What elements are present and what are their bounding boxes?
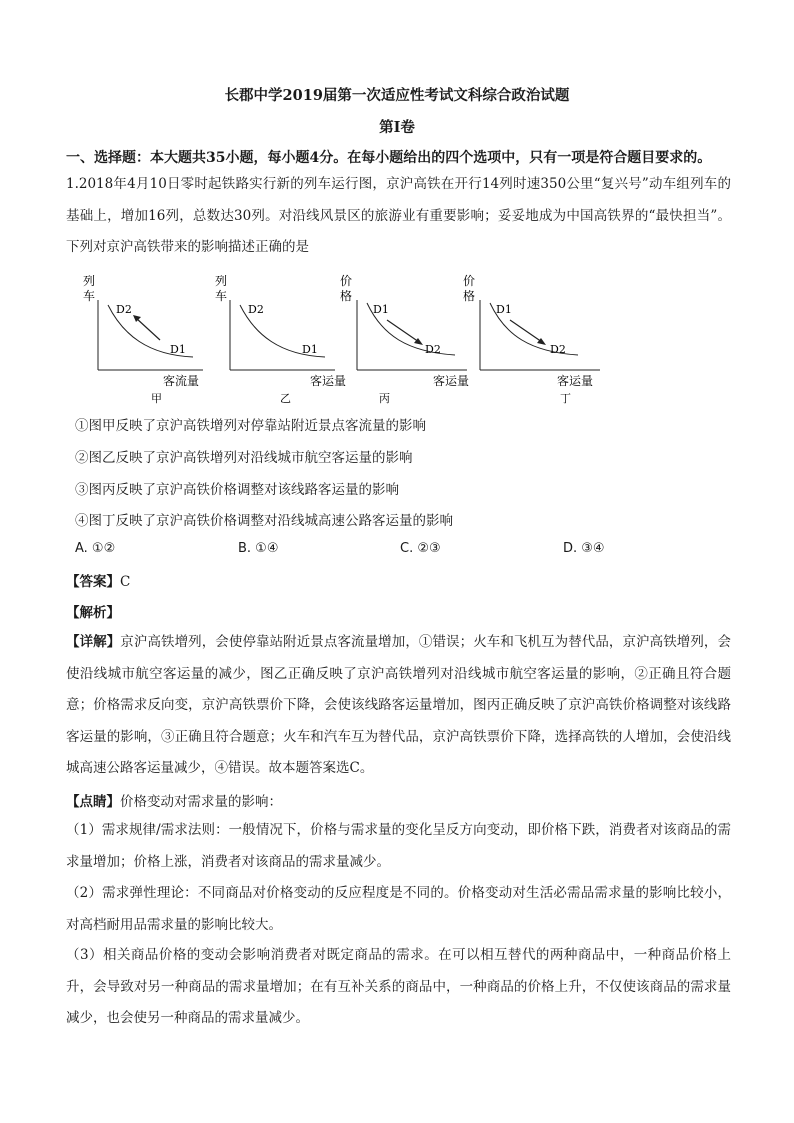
graph-caption: 甲 [151, 392, 162, 405]
graph-caption: 丁 [560, 392, 571, 405]
detail-paragraph [66, 627, 731, 785]
graph-ylabel-top: 价 [463, 274, 476, 288]
tips-label: 【点睛】 [66, 794, 120, 810]
graph-xlabel: 客运量 [557, 374, 594, 388]
graph-xlabel: 客运量 [310, 374, 347, 388]
graph-caption: 丙 [379, 392, 390, 405]
question-stem: 1.2018年4月10日零时起铁路实行新的列车运行图，京沪高铁在开行14列时速350公里“复兴号”动车组列车的基础上，增加16列，总数达30列。对沿线风景区的旅游业有重要影响；妥妥地成为中国高铁界的“最快担当”。下列对京沪高铁带来的影响描述正确的是 [66, 176, 731, 255]
choice-c[interactable]: C. ②③ [400, 541, 441, 556]
graph-ylabel-bottom: 车 [83, 289, 96, 303]
choice-a[interactable]: A. ①② [75, 541, 116, 556]
curve-label-lower: D1 [302, 343, 318, 356]
shift-arrow [136, 318, 160, 340]
section-heading: 一、选择题：本大题共35小题，每小题4分。在每小题给出的四个选项中，只有一项是符合题目要求的。 [66, 150, 712, 166]
shift-arrow [387, 320, 419, 342]
statement-4: ④图丁反映了京沪高铁价格调整对沿线城高速公路客运量的影响 [75, 513, 453, 529]
curve-label-upper: D1 [373, 303, 389, 316]
curve-label-lower: D2 [550, 343, 566, 356]
answer-value: C [120, 574, 131, 590]
graph-ylabel-bottom: 车 [215, 289, 228, 303]
shift-arrow [510, 320, 542, 342]
graph-xlabel: 客流量 [163, 374, 200, 388]
detail-label: 【详解】 [66, 634, 121, 650]
answer-label: 【答案】 [66, 574, 120, 590]
graph-ylabel-top: 价 [340, 274, 353, 288]
graph-bing [337, 270, 477, 405]
tips-line [66, 790, 282, 810]
curve-label-upper: D2 [116, 303, 132, 316]
statement-3: ③图丙反映了京沪高铁价格调整对该线路客运量的影响 [75, 482, 399, 498]
analysis-label: 【解析】 [66, 605, 120, 621]
graph-ylabel-top: 列 [83, 274, 96, 288]
curve-label-lower: D2 [425, 343, 441, 356]
graph-ylabel-bottom: 格 [463, 289, 476, 303]
curve-label-upper: D1 [496, 303, 512, 316]
answer-line [66, 570, 130, 590]
curve-label-lower: D1 [170, 343, 186, 356]
tips-heading: 价格变动对需求量的影响： [120, 794, 282, 810]
statement-1: ①图甲反映了京沪高铁增列对停靠站附近景点客流量的影响 [75, 418, 426, 434]
volume-heading: 第Ⅰ卷 [379, 119, 415, 136]
exam-title: 长郡中学2019届第一次适应性考试文科综合政治试题 [224, 87, 570, 104]
graph-xlabel: 客运量 [433, 374, 470, 388]
tip-item-2: （2）需求弹性理论：不同商品对价格变动的反应程度是不同的。价格变动对生活必需品需求量的影响比较小，对高档耐用品需求量的影响比较大。 [66, 885, 731, 933]
graph-yi [210, 270, 347, 405]
choice-d[interactable]: D. ③④ [563, 541, 605, 556]
detail-text: 京沪高铁增列，会使停靠站附近景点客流量增加，①错误；火车和飞机互为替代品，京沪高铁增列，会使沿线城市航空客运量的减少，图乙正确反映了京沪高铁增列对沿线城市航空客运量的影响，②正确且符合题意；价格需求反向变，京沪高铁票价下降，会使该线路客运量增加，图丙正确反映了京沪高铁价格调整对该线路客运量的影响，③正确且符合题意；火车和汽车互为替代品，京沪高铁票价下降，选择高铁的人增加，会使沿线城高速公路客运量减少，④错误。故本题答案选C。 [66, 634, 732, 776]
graph-caption: 乙 [280, 392, 291, 405]
graph-ylabel-bottom: 格 [340, 289, 353, 303]
statement-2: ②图乙反映了京沪高铁增列对沿线城市航空客运量的影响 [75, 450, 413, 466]
tip-item-3: （3）相关商品价格的变动会影响消费者对既定商品的需求。在可以相互替代的两种商品中，一种商品价格上升，会导致对另一种商品的需求量增加；在有互补关系的商品中，一种商品的价格上升，不仅使该商品的需求量减少，也会使另一种商品的需求量减少。 [66, 947, 731, 1026]
tip-item-1: （1）需求规律/需求法则：一般情况下，价格与需求量的变化呈反方向变动，即价格下跌，消费者对该商品的需求量增加；价格上涨，消费者对该商品的需求量减少。 [66, 822, 731, 870]
choice-b[interactable]: B. ①④ [238, 541, 279, 556]
graph-ylabel-top: 列 [215, 274, 228, 288]
graph-ding [460, 270, 610, 405]
curve-label-upper: D2 [248, 303, 264, 316]
graph-jia [78, 270, 208, 405]
